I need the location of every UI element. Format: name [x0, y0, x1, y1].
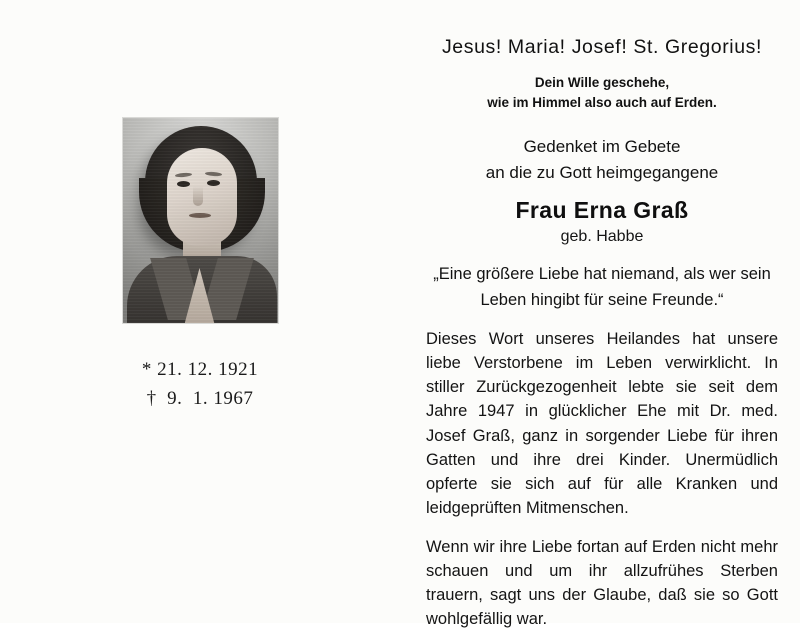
prayer-line-2: wie im Himmel also auch auf Erden.: [487, 94, 717, 110]
memorial-line-1: Gedenket im Gebete: [523, 137, 681, 157]
left-page: [0, 0, 400, 623]
portrait-photo: [123, 118, 278, 323]
memorial-lead: [426, 134, 778, 185]
memorial-paragraph-1: Dieses Wort unseres Heilandes hat unsere liebe Verstorbene im Leben verwirklicht. In stiller Zurückgezogenheit lebte sie seit dem Jahre 1947 in glücklicher Ehe mit Dr. med. Josef Graß, ganz in sorgender Liebe für ihren Gatten und ihre drei Kinder. Unermüdlich opferte sie sich auf für alle Kranken und leidgeprüften Mitmenschen.: [426, 330, 778, 517]
scripture-quote: „Eine größere Liebe hat niemand, als wer sein Leben hingibt für seine Freunde.“: [433, 265, 771, 309]
invocation-line: Jesus! Maria! Josef! St. Gregorius!: [441, 36, 763, 58]
deceased-name: Frau Erna Graß: [515, 197, 689, 224]
portrait-mouth: [189, 213, 211, 218]
life-dates: [142, 355, 258, 414]
memorial-line-2: an die zu Gott heimgegangene: [485, 162, 719, 182]
prayer-line-1: Dein Wille geschehe,: [534, 75, 670, 90]
death-date: † 9. 1. 1967: [146, 388, 254, 410]
maiden-name: geb. Habbe: [560, 228, 644, 246]
portrait-nose: [193, 186, 203, 206]
birth-date: * 21. 12. 1921: [141, 359, 259, 380]
portrait-eye-right: [207, 180, 220, 186]
memorial-paragraph-2: Wenn wir ihre Liebe fortan auf Erden nicht mehr schauen und um ihr allzufrühes Sterben trauern, sagt uns der Glaube, daß sie so Gott wohlgefällig war.: [426, 537, 778, 629]
right-page: [400, 0, 800, 629]
portrait-eye-left: [177, 181, 190, 187]
prayer-block: [426, 73, 778, 112]
